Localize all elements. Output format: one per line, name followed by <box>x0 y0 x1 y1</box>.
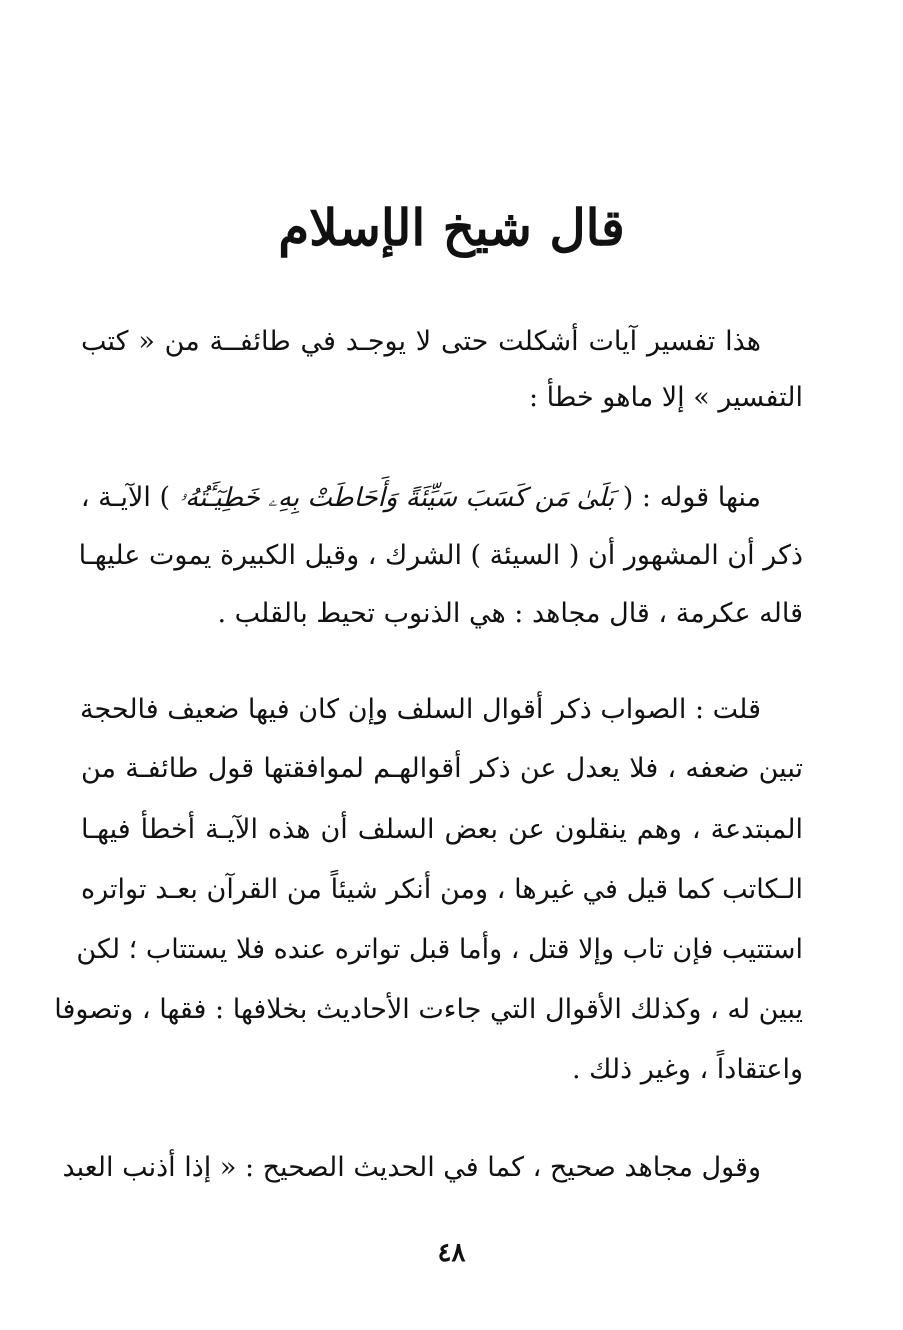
text-line: التفسير » إلا ماهو خطأ : <box>528 382 803 413</box>
verse-line <box>81 478 761 518</box>
text-line: الـكاتب كما قيل في غيرها ، ومن أنكر شيئاً من القرآن بعـد تواتره <box>81 874 803 905</box>
quran-verse: بَلَىٰ مَن كَسَبَ سَيِّئَةً وَأَحَاطَتْ بِهِۦ خَطِيٓـَٔتُهُۥ <box>178 483 615 513</box>
text-segment: منها قوله : ( <box>622 482 761 513</box>
text-line: قاله عكرمة ، قال مجاهد : هي الذنوب تحيط بالقلب . <box>217 598 803 629</box>
text-segment: ) الآيـة ، <box>80 482 171 513</box>
text-line: تبين ضعفه ، فلا يعدل عن ذكر أقوالهـم لموافقتها قول طائفـة من <box>81 753 803 784</box>
text-line: المبتدعة ، وهم ينقلون عن بعض السلف أن هذه الآيـة أخطأ فيهـا <box>81 814 803 845</box>
text-line: وقول مجاهد صحيح ، كما في الحديث الصحيح : « إذا أذنب العبد <box>62 1152 761 1183</box>
page-title: قال شيخ الإسلام <box>278 198 625 257</box>
text-line: يبين له ، وكذلك الأقوال التي جاءت الأحاديث بخلافها : فقها ، وتصوفا <box>54 994 803 1025</box>
page-number: ٤٨ <box>437 1238 466 1268</box>
text-line: هذا تفسير آيات أشكلت حتى لا يوجـد في طائفــة من « كتب <box>81 326 761 357</box>
text-line: قلت : الصواب ذكر أقوال السلف وإن كان فيها ضعيف فالحجة <box>80 694 761 725</box>
text-line: ذكر أن المشهور أن ( السيئة ) الشرك ، وقيل الكبيرة يموت عليهـا <box>78 540 803 571</box>
text-line: واعتقاداً ، وغير ذلك . <box>571 1054 803 1085</box>
text-line: استتيب فإن تاب وإلا قتل ، وأما قبل تواتره عنده فلا يستتاب ؛ لكن <box>76 934 803 965</box>
